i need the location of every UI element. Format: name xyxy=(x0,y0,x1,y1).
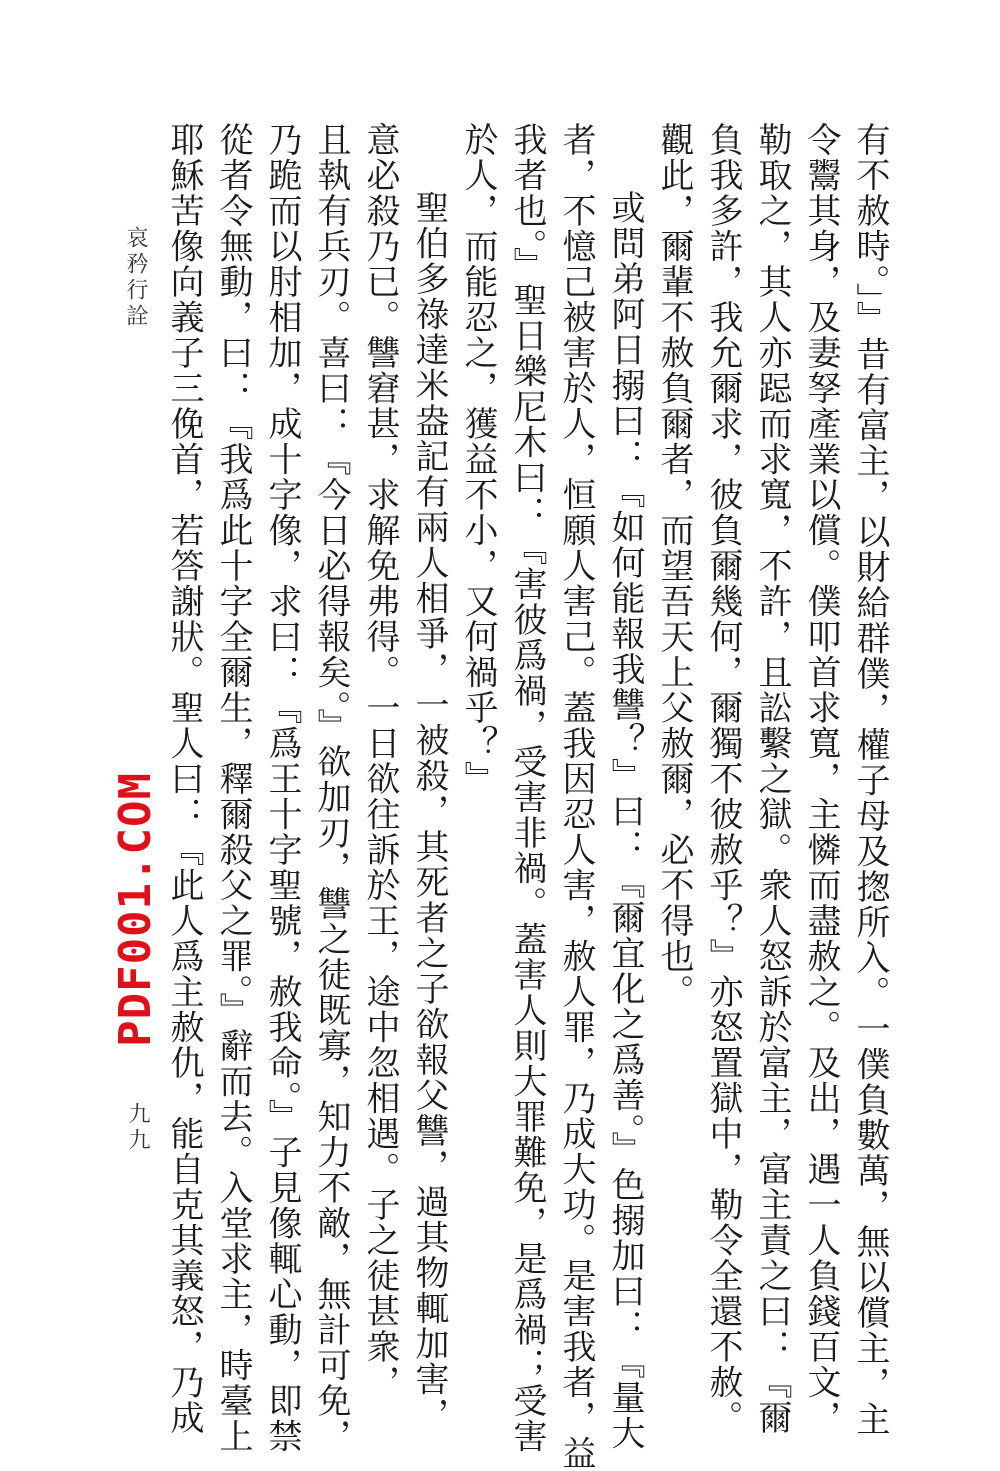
page-number: 九九 xyxy=(125,1102,150,1154)
text-column: 觀此，爾輩不赦負爾者，而望吾天上父赦爾，必不得也。 xyxy=(654,122,694,1010)
text-column: 令鬻其身，及妻孥產業以償。僕叩首求寬，主憐而盡赦之。及出，遇一人負錢百文， xyxy=(801,122,841,1436)
running-head: 哀矜行詮 xyxy=(123,226,148,330)
body-text xyxy=(164,122,894,1471)
text-column: 乃跪而以肘相加，成十字像，求曰：『爲王十字聖號，赦我命。』子見像輒心動，即禁 xyxy=(262,122,302,1454)
text-column: 意必殺乃已。讐窘甚，求解免弗得。一日欲往訴於王，途中忽相遇。子之徒甚衆， xyxy=(360,122,400,1400)
text-column: 我者也。』聖日樂尼木曰：『害彼爲禍，受害非禍。蓋害人則大罪難免，是爲禍；受害 xyxy=(507,122,547,1454)
text-column: 於人，而能忍之，獲益不小，又何禍乎？』 xyxy=(458,122,498,797)
text-column: 且執有兵刃。喜曰：『今日必得報矣。』欲加刃，讐之徒既寡，知力不敵，無計可免， xyxy=(311,122,351,1454)
text-column: 有不赦時。」』昔有富主，以財給群僕，權子母及揔所入。一僕負數萬，無以償主，主 xyxy=(850,122,890,1437)
text-column: 聖伯多祿達米盎記有兩人相爭，一被殺，其死者之子欲報父讐，過其物輒加害， xyxy=(409,190,449,1433)
text-column: 者，不憶己被害於人，恒願人害己。蓋我因忍人害，赦人罪，乃成大功。是害我者，益 xyxy=(556,122,596,1471)
text-column: 耶穌苦像向義子三俛首，若答謝狀。聖人曰：『此人爲主赦仇，能自克其義怒，乃成 xyxy=(164,122,204,1436)
text-column: 勒取之，其人亦跽而求寬，不許，且訟繫之獄。衆人怒訴於富主，富主責之曰：『爾 xyxy=(752,122,792,1436)
watermark: PDF001.COM xyxy=(110,772,161,1047)
text-column: 負我多許，我允爾求，彼負爾幾何，爾獨不彼赦乎？』亦怒置獄中，勒令全還不赦。 xyxy=(703,122,743,1436)
text-column: 從者令無動，曰：『我爲此十字全爾生，釋爾殺父之罪。』辭而去。入堂求主，時臺上 xyxy=(213,122,253,1454)
text-column: 或問弟阿日搦曰：『如何能報我讐？』曰：『爾宜化之爲善。』色搦加曰：『量大 xyxy=(605,190,645,1451)
